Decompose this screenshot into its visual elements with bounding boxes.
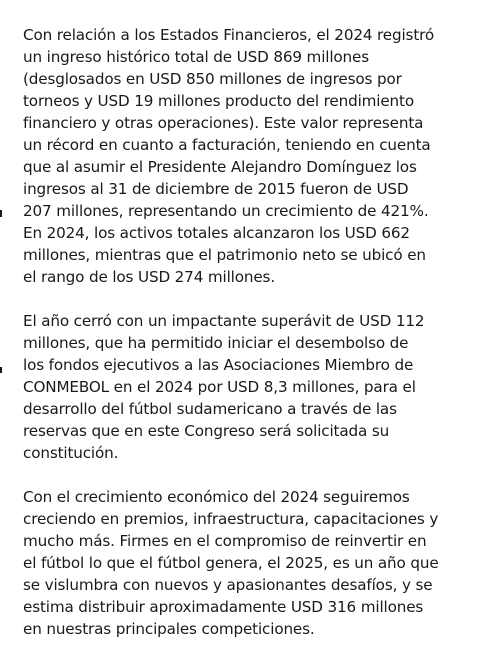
text-line: un ingreso histórico total de USD 869 millones [23, 48, 369, 66]
text-line: el fútbol lo que el fútbol genera, el 2025, es un año que [23, 554, 439, 572]
text-line: Con el crecimiento económico del 2024 seguiremos [23, 488, 410, 506]
text-line: 207 millones, representando un crecimiento de 421%. [23, 202, 429, 220]
left-edge-mark-upper [0, 210, 2, 217]
left-edge-mark-lower [0, 367, 2, 373]
text-line: millones, que ha permitido iniciar el desembolso de [23, 334, 409, 352]
text-line: un récord en cuanto a facturación, teniendo en cuenta [23, 136, 431, 154]
text-line: creciendo en premios, infraestructura, capacitaciones y [23, 510, 439, 528]
paragraph-financial-statements [23, 24, 483, 288]
text-line: estima distribuir aproximadamente USD 316 millones [23, 598, 424, 616]
text-line: reservas que en este Congreso será solicitada su [23, 422, 390, 440]
text-line: millones, mientras que el patrimonio neto se ubicó en [23, 246, 426, 264]
text-line: que al asumir el Presidente Alejandro Domínguez los [23, 158, 417, 176]
document-body [23, 24, 483, 640]
text-line: CONMEBOL en el 2024 por USD 8,3 millones, para el [23, 378, 416, 396]
text-line: mucho más. Firmes en el compromiso de reinvertir en [23, 532, 427, 550]
text-line: financiero y otras operaciones). Este valor representa [23, 114, 424, 132]
text-line: el rango de los USD 274 millones. [23, 268, 275, 286]
text-line: constitución. [23, 444, 119, 462]
text-line: (desglosados en USD 850 millones de ingresos por [23, 70, 402, 88]
text-line: en nuestras principales competiciones. [23, 620, 315, 638]
text-line: torneos y USD 19 millones producto del rendimiento [23, 92, 414, 110]
text-line: los fondos ejecutivos a las Asociaciones Miembro de [23, 356, 414, 374]
text-line: se vislumbra con nuevos y apasionantes desafíos, y se [23, 576, 433, 594]
text-line: ingresos al 31 de diciembre de 2015 fueron de USD [23, 180, 409, 198]
text-line: desarrollo del fútbol sudamericano a través de las [23, 400, 397, 418]
text-line: En 2024, los activos totales alcanzaron los USD 662 [23, 224, 410, 242]
text-line: Con relación a los Estados Financieros, el 2024 registró [23, 26, 435, 44]
paragraph-surplus [23, 310, 483, 464]
paragraph-economic-growth [23, 486, 483, 640]
text-line: El año cerró con un impactante superávit de USD 112 [23, 312, 425, 330]
